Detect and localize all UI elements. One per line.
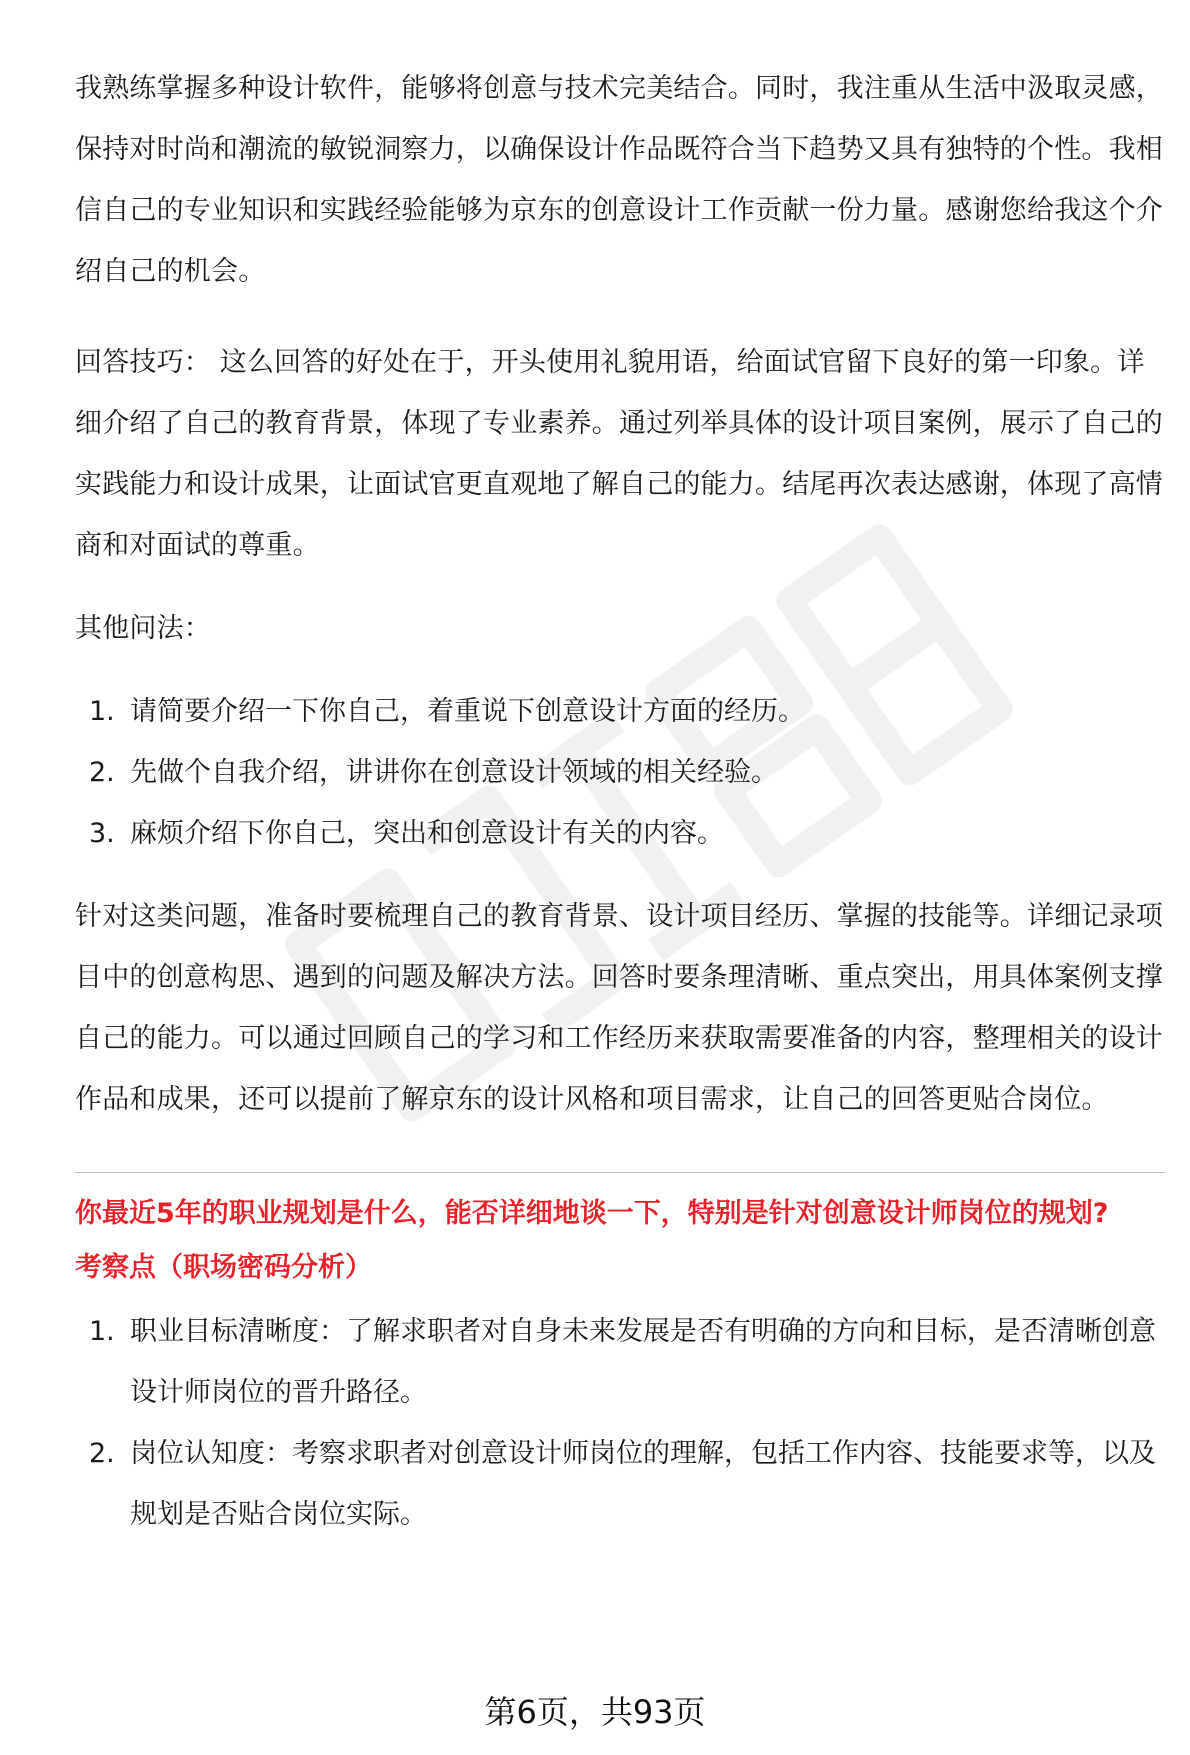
list-item (75, 803, 1165, 864)
list-text: 职业目标清晰度：了解求职者对自身未来发展是否有明确的方向和目标，是否清晰创意设计师岗位的晋升路径。 (130, 1316, 1156, 1408)
intro-continued-paragraph: 我熟练掌握多种设计软件，能够将创意与技术完美结合。同时，我注重从生活中汲取灵感，保持对时尚和潮流的敏锐洞察力，以确保设计作品既符合当下趋势又具有独特的个性。我相信自己的专业知识和实践经验能够为京东的创意设计工作贡献一份力量。感谢您给我这个介绍自己的机会。 (75, 73, 1163, 287)
list-item (75, 742, 1165, 803)
list-text: 先做个自我介绍，讲讲你在创意设计领域的相关经验。 (130, 757, 778, 788)
assessment-points-list (75, 1301, 1165, 1545)
list-text: 麻烦介绍下你自己，突出和创意设计有关的内容。 (130, 818, 724, 849)
list-item (75, 1423, 1165, 1545)
list-text: 岗位认知度：考察求职者对创意设计师岗位的理解，包括工作内容、技能要求等，以及规划是否贴合岗位实际。 (130, 1438, 1156, 1530)
answer-tips-paragraph: 回答技巧： 这么回答的好处在于，开头使用礼貌用语，给面试官留下良好的第一印象。详细介绍了自己的教育背景，体现了专业素养。通过列举具体的设计项目案例，展示了自己的实践能力和设计成果，让面试官更直观地了解自己的能力。结尾再次表达感谢，体现了高情商和对面试的尊重。 (75, 347, 1163, 561)
main-content (75, 58, 1165, 1545)
list-number: 2. (89, 757, 115, 788)
list-item (75, 1301, 1165, 1423)
assessment-points-heading: 考察点（职场密码分析） (75, 1252, 372, 1283)
list-item (75, 681, 1165, 742)
list-number: 1. (89, 696, 115, 727)
other-asks-label: 其他问法： (75, 613, 211, 644)
page-footer: 第6页，共93页 (484, 1693, 706, 1731)
list-number: 3. (89, 818, 115, 849)
list-number: 2. (89, 1438, 115, 1469)
list-text: 请简要介绍一下你自己，着重说下创意设计方面的经历。 (130, 696, 805, 727)
preparation-paragraph: 针对这类问题，准备时要梳理自己的教育背景、设计项目经历、掌握的技能等。详细记录项目中的创意构思、遇到的问题及解决方法。回答时要条理清晰、重点突出，用具体案例支撑自己的能力。可以通过回顾自己的学习和工作经历来获取需要准备的内容，整理相关的设计作品和成果，还可以提前了解京东的设计风格和项目需求，让自己的回答更贴合岗位。 (75, 901, 1163, 1115)
other-asks-list (75, 681, 1165, 864)
question-title: 你最近5年的职业规划是什么，能否详细地谈一下，特别是针对创意设计师岗位的规划? (75, 1198, 1109, 1229)
section-divider (75, 1172, 1165, 1173)
list-number: 1. (89, 1316, 115, 1347)
